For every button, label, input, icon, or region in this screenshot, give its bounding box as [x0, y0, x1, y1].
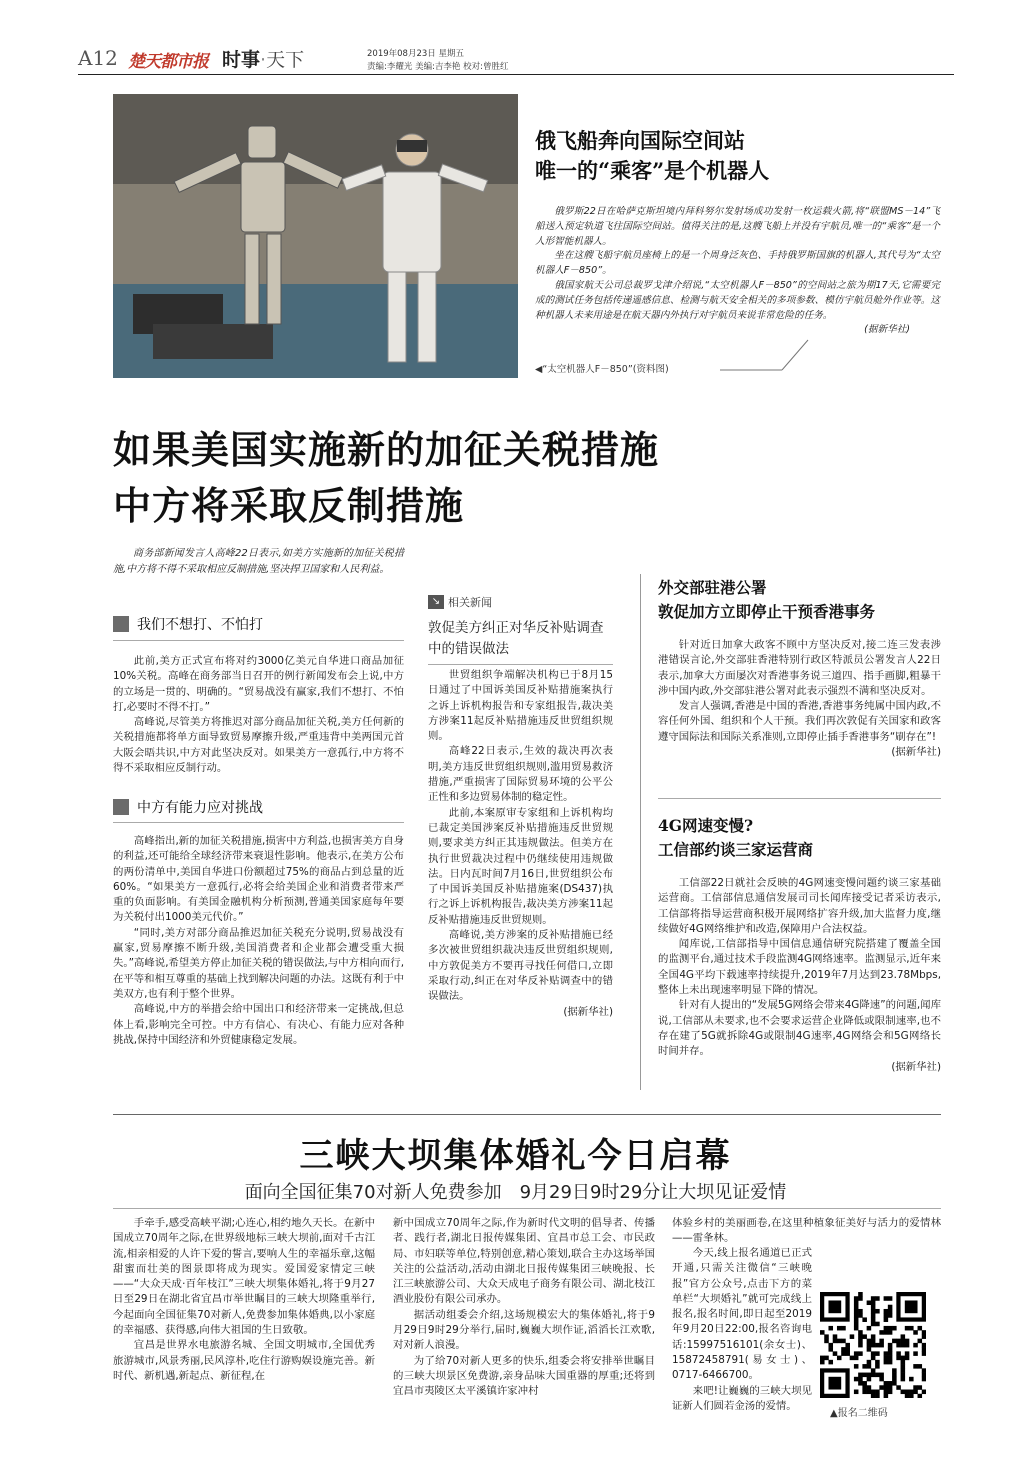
hk-source: (据新华社) [891, 746, 941, 759]
main-paragraph: 此前,美方正式宣布将对约3000亿美元自华进口商品加征10%关税。高峰在商务部当日召开的例行新闻发布会上说,中方的立场是一贯的、明确的。“贸易战没有赢家,我们不想打、不怕打,必要时不得不打。” [113, 655, 404, 713]
subhead-2-rule [113, 822, 404, 823]
main-headline-line2: 中方将采取反制措施 [113, 484, 465, 528]
date-line: 2019年08月23日 星期五 [367, 49, 464, 59]
arrow-icon: ↘ [428, 595, 444, 609]
section-dot: · [260, 49, 267, 71]
wedding-paragraph: 手牵手,感受高峡平湖;心连心,相约地久天长。在新中国成立70周年之际,在世界级地标三峡大坝前,面对千古江流,相亲相爱的人许下爱的誓言,要响人生的幸福乐章,这幅甜蜜而壮美的图景即将成为现实。爱国爱家情定三峡——“大众天成·百年枝江”三峡大坝集体婚礼,将于9月27日至29日在湖北省宜昌市举世瞩目的三峡大坝隆重举行,今起面向全国征集70对新人,免费参加集体婚典,以小家庭的幸福感、获得感,向伟大祖国的生日致敬。 [113, 1217, 375, 1337]
subhead-1-rule [113, 640, 404, 641]
wedding-col2 [393, 1216, 655, 1400]
hk-bottom-rule [658, 798, 941, 799]
section-name: 时事 [222, 49, 261, 71]
related-source: (据新华社) [563, 1005, 613, 1018]
page-number: A12 [78, 46, 118, 70]
related-paragraph: 此前,本案原审专家组和上诉机构均已裁定美国涉案反补贴措施违反世贸规则,要求美方纠正其违规做法。但美方在执行世贸裁决过程中仍继续使用违规做法。日内瓦时间7月16日,世贸组织公布了中国诉美国反补贴措施案(DS437)执行之诉上诉机构报告,裁决美方涉案11起反补贴措施违反世贸规则。 [428, 806, 613, 926]
hk-title-line1: 外交部驻港公署 [658, 578, 767, 597]
related-news-label-text: 相关新闻 [448, 596, 492, 609]
net-paragraph: 工信部22日就社会反映的4G网速变慢问题约谈三家基础运营商。工信部信息通信发展司司长闻库接受记者采访表示,工信部将指导运营商积极开展网络扩容升级,加大监督力度,继续做好4G网络维护和改造,保障用户合法权益。 [658, 877, 941, 935]
hk-title-line2: 敦促加方立即停止干预香港事务 [658, 602, 876, 621]
section-title [222, 45, 304, 72]
subhead-square-icon [113, 799, 129, 815]
qr-caption: ▲报名二维码 [830, 1408, 888, 1419]
related-paragraph: 世贸组织争端解决机构已于8月15日通过了中国诉美国反补贴措施案执行之诉上诉机构报告和专家组报告,裁决美方涉案11起反补贴措施违反世贸组织规则。 [428, 669, 613, 743]
sub2-body [113, 834, 404, 1048]
robot-title-line1: 俄飞船奔向国际空间站 [535, 128, 745, 153]
main-headline [113, 422, 659, 534]
column-divider [640, 574, 641, 1090]
robot-story-body [535, 205, 940, 338]
wedding-paragraph: 来吧!让巍巍的三峡大坝见证新人们圆若金汤的爱情。 [672, 1384, 812, 1412]
robot-paragraph: 坐在这艘飞船宇航员座椅上的是一个周身泛灰色、手持俄罗斯国旗的机器人,其代号为“太空机器人F－850”。 [535, 250, 940, 277]
subhead-1 [113, 614, 263, 634]
subhead-square-icon [113, 616, 129, 632]
masthead-rule [78, 74, 954, 75]
wedding-headline: 三峡大坝集体婚礼今日启幕 [299, 1136, 732, 1176]
hk-story-body [658, 638, 941, 760]
net-story-body [658, 876, 941, 1075]
qr-code[interactable] [820, 1292, 926, 1398]
subhead-1-text: 我们不想打、不怕打 [137, 617, 263, 633]
net-title-line1: 4G网速变慢? [658, 816, 754, 835]
related-paragraph: 高峰说,美方涉案的反补贴措施已经多次被世贸组织裁决违反世贸组织规则,中方敦促美方不要再寻找任何借口,立即采取行动,纠正在对华反补贴调查中的错误做法。 [428, 929, 613, 1003]
related-news-body [428, 668, 613, 1020]
related-news-label [428, 594, 492, 610]
wedding-col1 [113, 1216, 375, 1384]
wedding-subheadline: 面向全国征集70对新人免费参加 9月29日9时29分让大坝见证爱情 [244, 1182, 787, 1203]
wedding-paragraph: 体验乡村的美丽画卷,在这里种植象征美好与活力的爱情林——雷夆林。 [672, 1217, 941, 1245]
wedding-col3-top [672, 1216, 941, 1247]
main-paragraph: “同时,美方对部分商品推迟加征关税充分说明,贸易战没有赢家,贸易摩擦不断升级,美国消费者和企业都会遭受重大损失。”高峰说,希望美方停止加征关税的错误做法,与中方相向而行,在平等和相互尊重的基础上找到解决问题的办法。这既有利于中美双方,也有利于整个世界。 [113, 926, 404, 1000]
net-paragraph: 针对有人提出的“发展5G网络会带来4G降速”的问题,闻库说,工信部从未要求,也不会要求运营企业降低或限制速率,也不存在建了5G就拆除4G或限制4G速率,4G网络会和5G网络长时间并存。 [658, 999, 941, 1058]
robot-photo [113, 94, 518, 378]
caption-leader-line [720, 336, 810, 376]
caption-pointer-icon: ◀ [535, 364, 543, 375]
hk-paragraph: 针对近日加拿大政客不顾中方坚决反对,接二连三发表涉港错误言论,外交部驻香港特别行政区特派员公署发言人22日表示,加拿大方面屡次对香港事务说三道四、指手画脚,粗暴干涉中国内政,外交部驻港公署对此表示强烈不满和坚决反对。 [658, 639, 941, 697]
hk-paragraph: 发言人强调,香港是中国的香港,香港事务纯属中国内政,不容任何外国、组织和个人干预。我们再次敦促有关国家和政客遵守国际法和国际关系准则,立即停止插手香港事务“刷存在”! [658, 700, 941, 743]
sub1-body [113, 654, 404, 776]
wedding-paragraph: 新中国成立70周年之际,作为新时代文明的倡导者、传播者、践行者,湖北日报传媒集团、宜昌市总工会、市民政局、市妇联等单位,特别创意,精心策划,联合主办这场举国关注的公益活动,活动由湖北日报传媒集团三峡晚报、长江三峡旅游公司、大众天成电子商务有限公司、湖北枝江酒业股份有限公司承办。 [393, 1217, 655, 1306]
related-news-rule [428, 664, 613, 665]
wedding-paragraph: 今天,线上报名通道已正式开通,只需关注微信“三峡晚报”官方公众号,点击下方的菜单栏“大坝婚礼”就可完成线上报名,报名时间,即日起至2019年9月20日22:00,报名咨询电话:15997516101(余女士)、15872458791(易女士)、0717-6466700。 [672, 1247, 812, 1382]
robot-caption-text: “太空机器人F－850”(资料图) [542, 364, 669, 375]
related-paragraph: 高峰22日表示,生效的裁决再次表明,美方违反世贸组织规则,滥用贸易救济措施,严重损害了国际贸易环境的公平公正性和多边贸易体制的稳定性。 [428, 745, 613, 804]
hk-story-title [658, 576, 875, 624]
net-source: (据新华社) [891, 1060, 941, 1073]
wedding-sub-rule [113, 1208, 941, 1209]
paper-name-logo: 楚天都市报 [128, 52, 208, 72]
related-news-title: 敦促美方纠正对华反补贴调查中的错误做法 [428, 620, 604, 657]
net-paragraph: 闻库说,工信部指导中国信息通信研究院搭建了覆盖全国的监测平台,通过技术手段监测4G网络速率。监测显示,近年来全国4G平均下载速率持续提升,2019年7月达到23.78Mbps,整体上未出现速率明显下降的情况。 [658, 938, 941, 997]
editor-line: 责编:李耀光 美编:吉李艳 校对:曾胜红 [367, 62, 509, 72]
subhead-2 [113, 797, 263, 817]
main-lead [113, 546, 404, 578]
main-headline-line1: 如果美国实施新的加征关税措施 [113, 428, 660, 472]
main-lead-text: 商务部新闻发言人高峰22日表示,如美方实施新的加征关税措施,中方将不得不采取相应反制措施,坚决捍卫国家和人民利益。 [113, 548, 404, 575]
robot-photo-illustration [113, 94, 518, 378]
main-paragraph: 高峰说,中方的举措会给中国出口和经济带来一定挑战,但总体上看,影响完全可控。中方有信心、有决心、有能力应对各种挑战,保持中国经济和外贸健康稳定发展。 [113, 1003, 404, 1046]
qr-code-image [820, 1292, 926, 1398]
wedding-top-rule [113, 1114, 941, 1115]
net-story-title [658, 814, 813, 862]
robot-source: (据新华社) [864, 324, 910, 336]
wedding-paragraph: 据活动组委会介绍,这场规模宏大的集体婚礼,将于9月29日9时29分举行,届时,巍巍大坝作证,滔滔长江欢歌,对对新人浪漫。 [393, 1308, 655, 1352]
main-paragraph: 高峰指出,新的加征关税措施,损害中方利益,也损害美方自身的利益,还可能给全球经济带来衰退性影响。他表示,在美方公布的两份清单中,美国自华进口份额超过75%的商品占到总量的近60%。“如果美方一意孤行,必将会给美国企业和消费者带来严重的负面影响。有美国金融机构分析预测,普通美国家庭每年要为关税付出1000美元代价。” [113, 835, 404, 924]
robot-paragraph: 俄国家航天公司总裁罗戈津介绍说,“太空机器人F－850”的空间站之旅为期17天,它需要完成的测试任务包括传递遥感信息、检测与航天安全相关的多项参数、模仿宇航员舱外作业等。这种机器人未来用途是在航天器内外执行对宇航员来说非常危险的任务。 [535, 279, 940, 321]
robot-caption [535, 361, 669, 375]
robot-story-title [535, 126, 769, 186]
robot-paragraph: 俄罗斯22日在哈萨克斯坦境内拜科努尔发射场成功发射一枚运载火箭,将“联盟MS－14”飞船送入预定轨道飞往国际空间站。值得关注的是,这艘飞船上并没有宇航员,唯一的“乘客”是一个人形智能机器人。 [535, 206, 940, 247]
wedding-paragraph: 宜昌是世界水电旅游名城、全国文明城市,全国优秀旅游城市,风景秀丽,民风淳朴,吃住行游购娱设施完善。新时代、新机遇,新起点、新征程,在 [113, 1339, 375, 1382]
net-title-line2: 工信部约谈三家运营商 [658, 840, 814, 859]
main-paragraph: 高峰说,尽管美方将推迟对部分商品加征关税,美方任何新的关税措施都将单方面导致贸易摩擦升级,严重违背中美两国元首大阪会晤共识,中方对此坚决反对。如果美方一意孤行,中方将不得不采取相应反制行动。 [113, 716, 404, 775]
section-subname: 天下 [266, 49, 305, 71]
wedding-col3-bottom [672, 1246, 812, 1414]
wedding-paragraph: 为了给70对新人更多的快乐,组委会将安排举世瞩目的三峡大坝景区免费游,亲身品味大国重器的厚重;还将到宜昌市夷陵区太平溪镇许家冲村 [393, 1354, 655, 1398]
robot-title-line2: 唯一的“乘客”是个机器人 [535, 158, 770, 183]
subhead-2-text: 中方有能力应对挑战 [137, 800, 263, 816]
